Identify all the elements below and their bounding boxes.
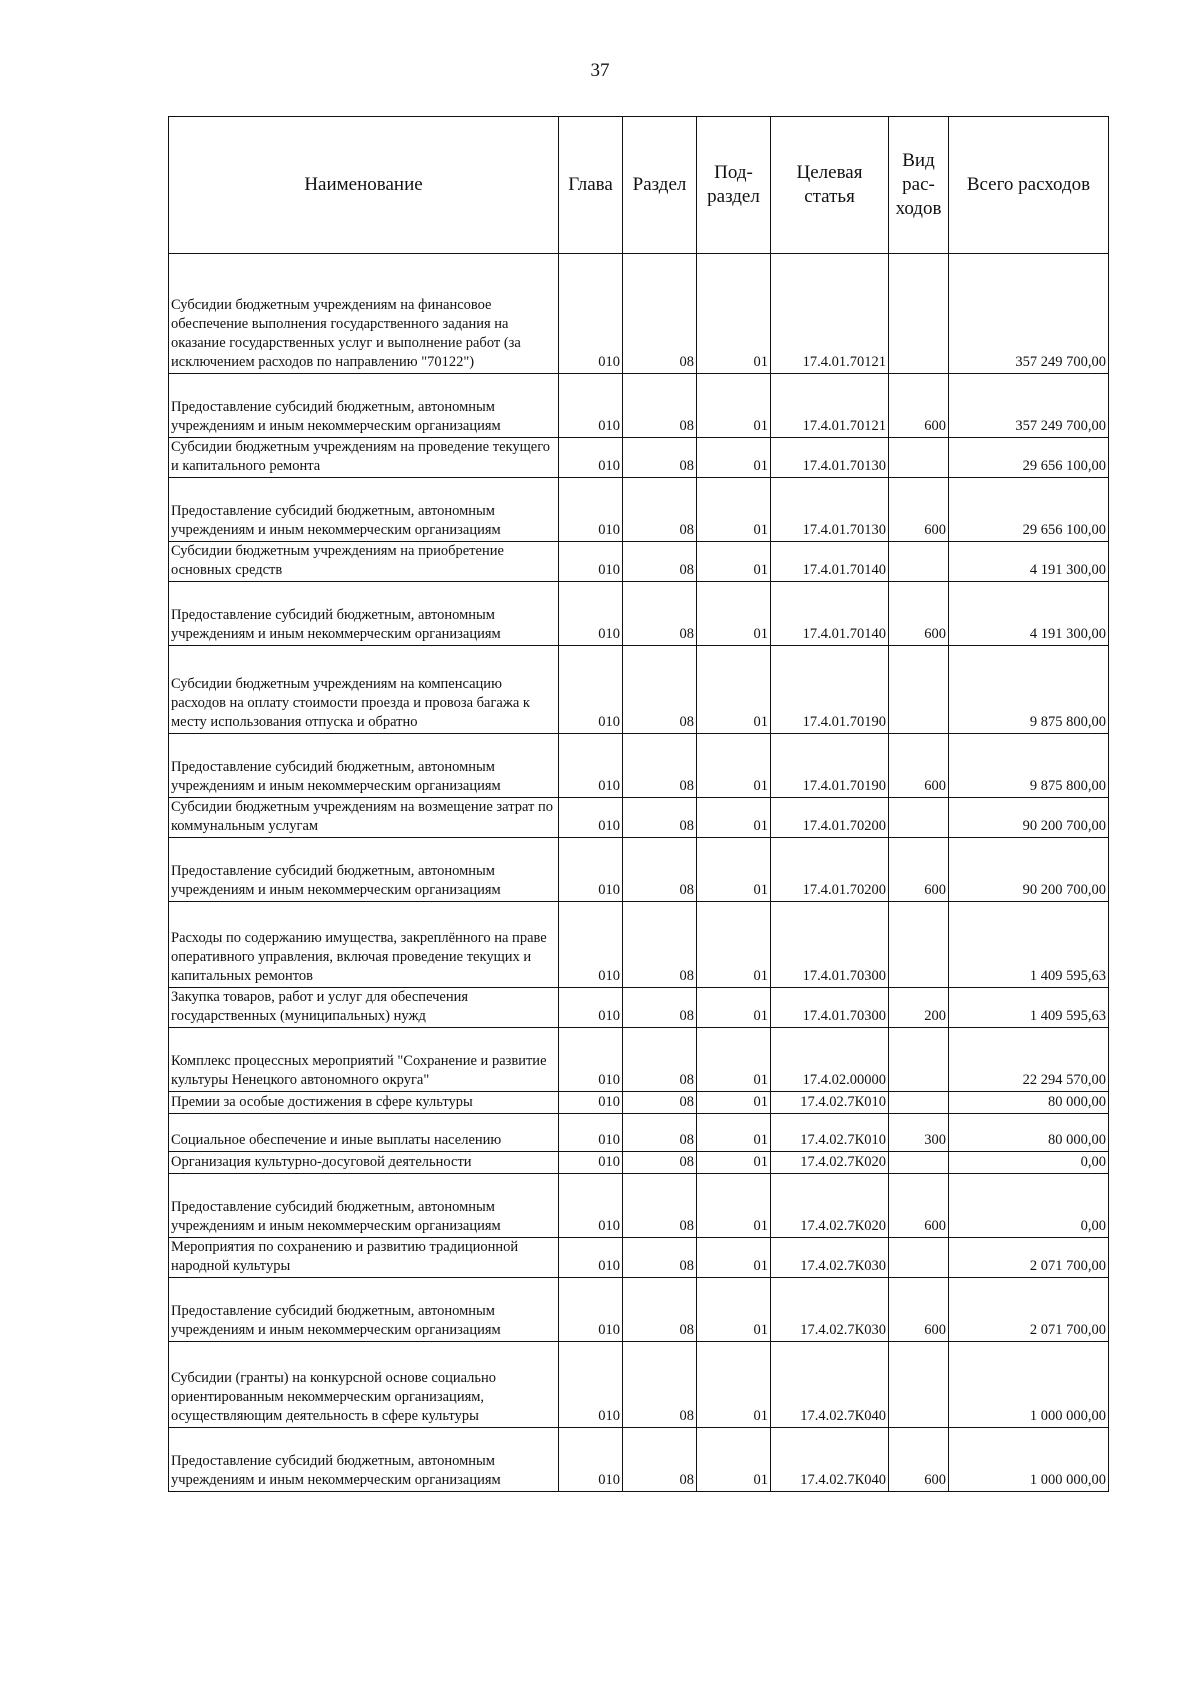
cell-total: 90 200 700,00 [949,838,1109,902]
cell-razdel: 08 [623,1092,697,1114]
cell-vid-raskhodov [889,902,949,988]
cell-name: Предоставление субсидий бюджетным, автономным учреждениям и иным некоммерческим организациям [169,1174,559,1238]
cell-total: 0,00 [949,1174,1109,1238]
cell-tselevaya-statya: 17.4.01.70121 [771,374,889,438]
cell-tselevaya-statya: 17.4.01.70200 [771,798,889,838]
cell-total: 29 656 100,00 [949,478,1109,542]
cell-tselevaya-statya: 17.4.02.7К030 [771,1238,889,1278]
cell-podrazdel: 01 [697,1278,771,1342]
cell-total: 9 875 800,00 [949,646,1109,734]
cell-razdel: 08 [623,1174,697,1238]
cell-name: Предоставление субсидий бюджетным, автономным учреждениям и иным некоммерческим организациям [169,734,559,798]
cell-vid-raskhodov [889,1028,949,1092]
table-body [169,254,1109,1492]
cell-vid-raskhodov [889,646,949,734]
cell-vid-raskhodov [889,1342,949,1428]
header-total: Всего расходов [949,117,1109,254]
table-row [169,1428,1109,1492]
cell-tselevaya-statya: 17.4.02.7К010 [771,1114,889,1152]
cell-podrazdel: 01 [697,254,771,374]
cell-tselevaya-statya: 17.4.01.70200 [771,838,889,902]
cell-total: 2 071 700,00 [949,1238,1109,1278]
cell-tselevaya-statya: 17.4.02.7К020 [771,1174,889,1238]
cell-total: 1 000 000,00 [949,1342,1109,1428]
table-row [169,646,1109,734]
cell-podrazdel: 01 [697,734,771,798]
cell-razdel: 08 [623,1278,697,1342]
cell-total: 0,00 [949,1152,1109,1174]
cell-podrazdel: 01 [697,1342,771,1428]
cell-vid-raskhodov: 600 [889,478,949,542]
cell-glava: 010 [559,1174,623,1238]
cell-podrazdel: 01 [697,838,771,902]
cell-tselevaya-statya: 17.4.01.70140 [771,582,889,646]
cell-tselevaya-statya: 17.4.02.7К010 [771,1092,889,1114]
header-razdel: Раздел [623,117,697,254]
cell-glava: 010 [559,1028,623,1092]
cell-tselevaya-statya: 17.4.02.7К040 [771,1342,889,1428]
cell-razdel: 08 [623,734,697,798]
cell-name: Предоставление субсидий бюджетным, автономным учреждениям и иным некоммерческим организациям [169,1278,559,1342]
cell-glava: 010 [559,478,623,542]
cell-name: Закупка товаров, работ и услуг для обеспечения государственных (муниципальных) нужд [169,988,559,1028]
cell-vid-raskhodov: 600 [889,1278,949,1342]
cell-tselevaya-statya: 17.4.01.70121 [771,254,889,374]
cell-tselevaya-statya: 17.4.01.70190 [771,734,889,798]
budget-table [168,116,1109,1492]
cell-tselevaya-statya: 17.4.01.70300 [771,988,889,1028]
cell-glava: 010 [559,542,623,582]
table-row [169,1278,1109,1342]
cell-podrazdel: 01 [697,1152,771,1174]
cell-razdel: 08 [623,254,697,374]
table-header-row [169,117,1109,254]
cell-vid-raskhodov [889,798,949,838]
cell-razdel: 08 [623,1428,697,1492]
table-row [169,1114,1109,1152]
cell-razdel: 08 [623,838,697,902]
cell-vid-raskhodov: 200 [889,988,949,1028]
cell-total: 4 191 300,00 [949,582,1109,646]
cell-glava: 010 [559,988,623,1028]
cell-name: Субсидии бюджетным учреждениям на финансовое обеспечение выполнения государственного задания на оказание государственных услуг и выполнение работ (за исключением расходов по направлению "70122") [169,254,559,374]
cell-glava: 010 [559,374,623,438]
table-row [169,438,1109,478]
cell-glava: 010 [559,1152,623,1174]
table-row [169,1028,1109,1092]
cell-podrazdel: 01 [697,1114,771,1152]
table-row [169,734,1109,798]
cell-vid-raskhodov: 600 [889,734,949,798]
cell-razdel: 08 [623,478,697,542]
cell-glava: 010 [559,1428,623,1492]
cell-glava: 010 [559,734,623,798]
header-vid-raskhodov: Вид рас- ходов [889,117,949,254]
cell-name: Социальное обеспечение и иные выплаты населению [169,1114,559,1152]
cell-name: Предоставление субсидий бюджетным, автономным учреждениям и иным некоммерческим организациям [169,1428,559,1492]
table-row [169,1152,1109,1174]
cell-vid-raskhodov [889,438,949,478]
cell-name: Предоставление субсидий бюджетным, автономным учреждениям и иным некоммерческим организациям [169,582,559,646]
cell-tselevaya-statya: 17.4.02.00000 [771,1028,889,1092]
cell-tselevaya-statya: 17.4.02.7К020 [771,1152,889,1174]
cell-glava: 010 [559,1092,623,1114]
cell-total: 357 249 700,00 [949,374,1109,438]
table-row [169,798,1109,838]
cell-vid-raskhodov [889,542,949,582]
cell-name: Расходы по содержанию имущества, закреплённого на праве оперативного управления, включая проведение текущих и капитальных ремонтов [169,902,559,988]
table-row [169,1238,1109,1278]
page-number: 37 [590,60,610,81]
cell-podrazdel: 01 [697,438,771,478]
cell-tselevaya-statya: 17.4.01.70140 [771,542,889,582]
cell-glava: 010 [559,1114,623,1152]
header-name: Наименование [169,117,559,254]
cell-podrazdel: 01 [697,1028,771,1092]
cell-razdel: 08 [623,1114,697,1152]
table-row [169,254,1109,374]
cell-razdel: 08 [623,988,697,1028]
cell-vid-raskhodov: 600 [889,838,949,902]
table-row [169,542,1109,582]
cell-podrazdel: 01 [697,1174,771,1238]
cell-glava: 010 [559,646,623,734]
header-podrazdel: Под- раздел [697,117,771,254]
cell-razdel: 08 [623,1342,697,1428]
cell-podrazdel: 01 [697,1238,771,1278]
cell-total: 357 249 700,00 [949,254,1109,374]
table-row [169,988,1109,1028]
cell-razdel: 08 [623,1028,697,1092]
cell-razdel: 08 [623,646,697,734]
cell-podrazdel: 01 [697,374,771,438]
table-row [169,374,1109,438]
cell-tselevaya-statya: 17.4.02.7К030 [771,1278,889,1342]
cell-name: Организация культурно-досуговой деятельности [169,1152,559,1174]
cell-razdel: 08 [623,582,697,646]
cell-podrazdel: 01 [697,478,771,542]
cell-name: Предоставление субсидий бюджетным, автономным учреждениям и иным некоммерческим организациям [169,374,559,438]
cell-total: 9 875 800,00 [949,734,1109,798]
table-row [169,1174,1109,1238]
cell-vid-raskhodov [889,1092,949,1114]
cell-podrazdel: 01 [697,646,771,734]
cell-razdel: 08 [623,542,697,582]
cell-name: Предоставление субсидий бюджетным, автономным учреждениям и иным некоммерческим организациям [169,478,559,542]
cell-tselevaya-statya: 17.4.01.70130 [771,438,889,478]
cell-glava: 010 [559,798,623,838]
cell-podrazdel: 01 [697,988,771,1028]
cell-glava: 010 [559,254,623,374]
cell-name: Субсидии бюджетным учреждениям на возмещение затрат по коммунальным услугам [169,798,559,838]
cell-glava: 010 [559,1342,623,1428]
table-row [169,582,1109,646]
cell-vid-raskhodov: 600 [889,1428,949,1492]
cell-total: 4 191 300,00 [949,542,1109,582]
header-tselevaya-statya: Целевая статья [771,117,889,254]
cell-podrazdel: 01 [697,1428,771,1492]
table-row [169,902,1109,988]
cell-razdel: 08 [623,798,697,838]
cell-razdel: 08 [623,374,697,438]
cell-podrazdel: 01 [697,798,771,838]
cell-vid-raskhodov: 600 [889,374,949,438]
cell-vid-raskhodov: 600 [889,1174,949,1238]
cell-name: Субсидии бюджетным учреждениям на компенсацию расходов на оплату стоимости проезда и провоза багажа к месту использования отпуска и обратно [169,646,559,734]
table-row [169,1342,1109,1428]
cell-total: 90 200 700,00 [949,798,1109,838]
cell-total: 22 294 570,00 [949,1028,1109,1092]
cell-total: 2 071 700,00 [949,1278,1109,1342]
cell-glava: 010 [559,582,623,646]
cell-name: Комплекс процессных мероприятий "Сохранение и развитие культуры Ненецкого автономного округа" [169,1028,559,1092]
cell-razdel: 08 [623,902,697,988]
cell-total: 1 409 595,63 [949,902,1109,988]
table-row [169,478,1109,542]
cell-total: 29 656 100,00 [949,438,1109,478]
cell-tselevaya-statya: 17.4.02.7К040 [771,1428,889,1492]
table-row [169,1092,1109,1114]
cell-name: Субсидии бюджетным учреждениям на приобретение основных средств [169,542,559,582]
cell-glava: 010 [559,1278,623,1342]
cell-glava: 010 [559,838,623,902]
cell-total: 80 000,00 [949,1114,1109,1152]
cell-vid-raskhodov [889,1238,949,1278]
cell-glava: 010 [559,1238,623,1278]
cell-total: 1 000 000,00 [949,1428,1109,1492]
cell-glava: 010 [559,438,623,478]
cell-name: Мероприятия по сохранению и развитию традиционной народной культуры [169,1238,559,1278]
cell-tselevaya-statya: 17.4.01.70300 [771,902,889,988]
cell-razdel: 08 [623,1238,697,1278]
cell-tselevaya-statya: 17.4.01.70130 [771,478,889,542]
cell-vid-raskhodov [889,1152,949,1174]
cell-razdel: 08 [623,1152,697,1174]
cell-name: Субсидии (гранты) на конкурсной основе социально ориентированным некоммерческим организациям, осуществляющим деятельность в сфере культуры [169,1342,559,1428]
cell-name: Премии за особые достижения в сфере культуры [169,1092,559,1114]
cell-podrazdel: 01 [697,542,771,582]
cell-glava: 010 [559,902,623,988]
cell-podrazdel: 01 [697,582,771,646]
cell-vid-raskhodov: 600 [889,582,949,646]
header-glava: Глава [559,117,623,254]
cell-tselevaya-statya: 17.4.01.70190 [771,646,889,734]
cell-name: Субсидии бюджетным учреждениям на проведение текущего и капитального ремонта [169,438,559,478]
table-row [169,838,1109,902]
cell-total: 80 000,00 [949,1092,1109,1114]
cell-name: Предоставление субсидий бюджетным, автономным учреждениям и иным некоммерческим организациям [169,838,559,902]
cell-podrazdel: 01 [697,902,771,988]
cell-podrazdel: 01 [697,1092,771,1114]
cell-vid-raskhodov [889,254,949,374]
cell-vid-raskhodov: 300 [889,1114,949,1152]
cell-total: 1 409 595,63 [949,988,1109,1028]
cell-razdel: 08 [623,438,697,478]
